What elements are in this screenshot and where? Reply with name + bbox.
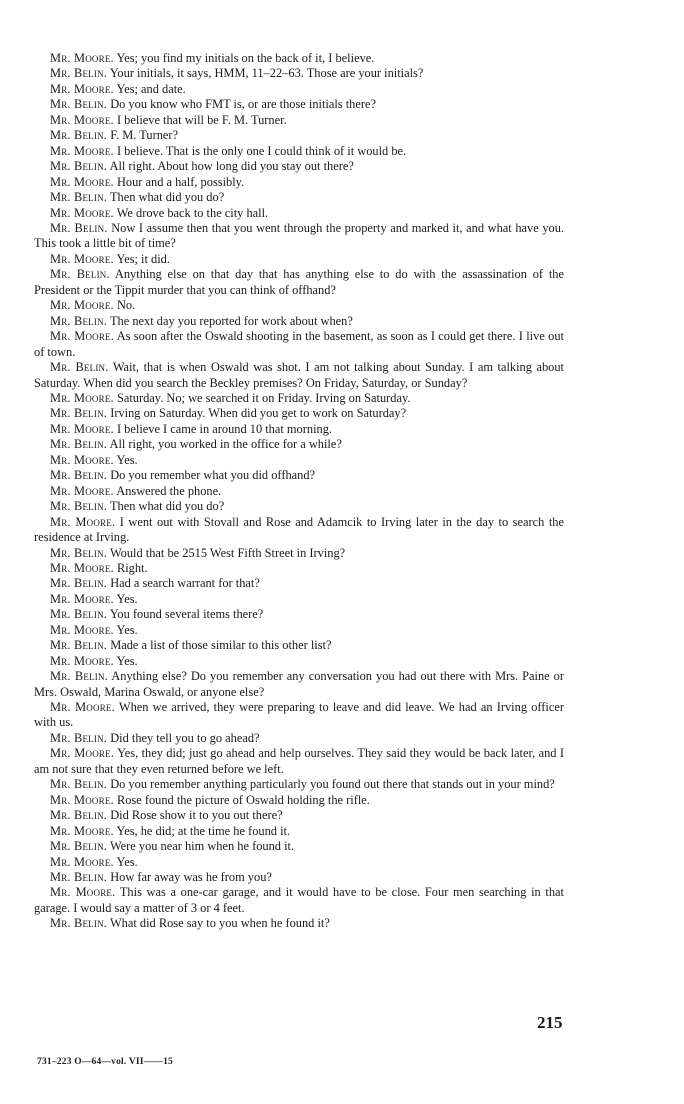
speech-text: Yes; it did. bbox=[116, 251, 170, 266]
speaker-name: Mr. Belin. bbox=[50, 267, 110, 282]
speech-text: Do you know who FMT is, or are those initials there? bbox=[110, 97, 376, 112]
speaker-name: Mr. Moore. bbox=[50, 329, 115, 344]
speaker-name: Mr. Moore. bbox=[50, 205, 114, 220]
speech-text: Anything else? Do you remember any conversation you had out there with Mrs. Paine or Mrs. Oswald, Marina Oswald, or anyone else? bbox=[34, 669, 564, 699]
testimony-exchange bbox=[34, 824, 564, 839]
speech-text: Irving on Saturday. When did you get to work on Saturday? bbox=[110, 406, 407, 421]
testimony-exchange bbox=[34, 422, 564, 437]
testimony-exchange bbox=[34, 669, 564, 700]
testimony-exchange bbox=[34, 808, 564, 823]
speech-text: You found several items there? bbox=[109, 607, 264, 622]
testimony-exchange bbox=[34, 221, 564, 252]
testimony-exchange bbox=[34, 638, 564, 653]
speech-text: Wait, that is when Oswald was shot. I am not talking about Sunday. I am talking about Saturday. When did you search the Beckley premises? On Friday, Saturday, or Sunday? bbox=[34, 360, 564, 390]
speech-text: Hour and a half, possibly. bbox=[116, 174, 245, 189]
testimony-exchange bbox=[34, 329, 564, 360]
speaker-name: Mr. Moore. bbox=[50, 51, 114, 65]
testimony-exchange bbox=[34, 499, 564, 514]
speaker-name: Mr. Moore. bbox=[50, 174, 114, 189]
testimony-exchange bbox=[34, 159, 564, 174]
speaker-name: Mr. Belin. bbox=[50, 360, 109, 375]
testimony-exchange bbox=[34, 484, 564, 499]
speech-text: Did they tell you to go ahead? bbox=[110, 730, 260, 745]
speech-text: Then what did you do? bbox=[109, 190, 225, 205]
speech-text: Did Rose show it to you out there? bbox=[110, 808, 283, 823]
speaker-name: Mr. Moore. bbox=[50, 792, 114, 807]
testimony-exchange bbox=[34, 51, 564, 66]
testimony-transcript bbox=[34, 51, 564, 932]
speaker-name: Mr. Belin. bbox=[50, 638, 108, 653]
speech-text: Yes; and date. bbox=[116, 81, 186, 96]
speaker-name: Mr. Moore. bbox=[50, 514, 116, 529]
testimony-exchange bbox=[34, 561, 564, 576]
footer-print-code: 731–223 O—64—vol. VII——15 bbox=[37, 1057, 173, 1067]
speech-text: Your initials, it says, HMM, 11–22–63. Those are your initials? bbox=[109, 66, 424, 81]
speaker-name: Mr. Belin. bbox=[50, 499, 108, 514]
page-number: 215 bbox=[537, 1013, 563, 1032]
speaker-name: Mr. Moore. bbox=[50, 700, 115, 715]
speech-text: Yes. bbox=[116, 854, 138, 869]
speaker-name: Mr. Belin. bbox=[50, 916, 108, 931]
speaker-name: Mr. Belin. bbox=[50, 468, 108, 483]
speaker-name: Mr. Belin. bbox=[50, 220, 108, 235]
testimony-exchange bbox=[34, 731, 564, 746]
testimony-exchange bbox=[34, 855, 564, 870]
speaker-name: Mr. Moore. bbox=[50, 112, 114, 127]
speech-text: Made a list of those similar to this other list? bbox=[110, 638, 332, 653]
speech-text: I believe that will be F. M. Turner. bbox=[116, 112, 287, 127]
speaker-name: Mr. Moore. bbox=[50, 298, 114, 313]
speaker-name: Mr. Moore. bbox=[50, 746, 115, 761]
speaker-name: Mr. Belin. bbox=[50, 66, 108, 81]
speaker-name: Mr. Belin. bbox=[50, 808, 108, 823]
testimony-exchange bbox=[34, 623, 564, 638]
speaker-name: Mr. Belin. bbox=[50, 870, 108, 885]
testimony-exchange bbox=[34, 360, 564, 391]
speaker-name: Mr. Belin. bbox=[50, 730, 108, 745]
testimony-exchange bbox=[34, 406, 564, 421]
testimony-exchange bbox=[34, 113, 564, 128]
speaker-name: Mr. Belin. bbox=[50, 190, 108, 205]
speech-text: Rose found the picture of Oswald holding the rifle. bbox=[116, 792, 370, 807]
speech-text: Were you near him when he found it. bbox=[109, 839, 295, 854]
testimony-exchange bbox=[34, 515, 564, 546]
speech-text: Yes. bbox=[116, 452, 138, 467]
speech-text: Yes; you find my initials on the back of it, I believe. bbox=[116, 51, 375, 65]
testimony-exchange bbox=[34, 453, 564, 468]
testimony-exchange bbox=[34, 128, 564, 143]
speech-text: Then what did you do? bbox=[109, 499, 225, 514]
speaker-name: Mr. Moore. bbox=[50, 251, 114, 266]
testimony-exchange bbox=[34, 267, 564, 298]
speaker-name: Mr. Belin. bbox=[50, 607, 108, 622]
testimony-exchange bbox=[34, 654, 564, 669]
speech-text: Yes. bbox=[116, 591, 138, 606]
testimony-exchange bbox=[34, 777, 564, 792]
testimony-exchange bbox=[34, 190, 564, 205]
speech-text: F. M. Turner? bbox=[110, 128, 179, 143]
speech-text: All right, you worked in the office for a while? bbox=[109, 437, 342, 452]
speaker-name: Mr. Moore. bbox=[50, 483, 114, 498]
testimony-exchange bbox=[34, 468, 564, 483]
speaker-name: Mr. Moore. bbox=[50, 854, 114, 869]
speech-text: All right. About how long did you stay out there? bbox=[109, 159, 354, 174]
speaker-name: Mr. Moore. bbox=[50, 143, 114, 158]
testimony-exchange bbox=[34, 592, 564, 607]
speaker-name: Mr. Moore. bbox=[50, 653, 114, 668]
speaker-name: Mr. Moore. bbox=[50, 823, 114, 838]
speech-text: What did Rose say to you when he found it? bbox=[109, 916, 330, 931]
speech-text: When we arrived, they were preparing to leave and did leave. We had an Irving officer with us. bbox=[34, 700, 564, 730]
speech-text: Yes. bbox=[116, 653, 138, 668]
speaker-name: Mr. Belin. bbox=[50, 406, 108, 421]
speech-text: Had a search warrant for that? bbox=[110, 576, 260, 591]
speaker-name: Mr. Belin. bbox=[50, 545, 108, 560]
testimony-exchange bbox=[34, 252, 564, 267]
speaker-name: Mr. Moore. bbox=[50, 390, 114, 405]
speech-text: As soon after the Oswald shooting in the basement, as soon as I could get there. I live out of town. bbox=[34, 329, 564, 359]
speech-text: Do you remember anything particularly you found out there that stands out in your mind? bbox=[110, 777, 555, 792]
speaker-name: Mr. Belin. bbox=[50, 839, 108, 854]
speaker-name: Mr. Moore. bbox=[50, 560, 114, 575]
speaker-name: Mr. Moore. bbox=[50, 421, 114, 436]
speech-text: Would that be 2515 West Fifth Street in Irving? bbox=[109, 545, 346, 560]
speaker-name: Mr. Belin. bbox=[50, 313, 108, 328]
testimony-exchange bbox=[34, 206, 564, 221]
testimony-exchange bbox=[34, 298, 564, 313]
speaker-name: Mr. Moore. bbox=[50, 452, 114, 467]
speech-text: The next day you reported for work about when? bbox=[109, 313, 353, 328]
speech-text: Yes, he did; at the time he found it. bbox=[116, 823, 291, 838]
testimony-exchange bbox=[34, 314, 564, 329]
speaker-name: Mr. Belin. bbox=[50, 777, 108, 792]
speech-text: I believe I came in around 10 that morning. bbox=[116, 421, 332, 436]
testimony-exchange bbox=[34, 391, 564, 406]
speech-text: I believe. That is the only one I could think of it would be. bbox=[116, 143, 407, 158]
speech-text: How far away was he from you? bbox=[110, 870, 272, 885]
testimony-exchange bbox=[34, 175, 564, 190]
speech-text: Now I assume then that you went through the property and marked it, and what have you. This took a little bit of time? bbox=[34, 220, 565, 251]
speech-text: I went out with Stovall and Rose and Adamcik to Irving later in the day to search the residence at Irving. bbox=[34, 514, 564, 545]
speaker-name: Mr. Belin. bbox=[50, 128, 108, 143]
testimony-exchange bbox=[34, 144, 564, 159]
speech-text: Right. bbox=[116, 560, 148, 575]
testimony-exchange bbox=[34, 746, 564, 777]
testimony-exchange bbox=[34, 885, 564, 916]
speech-text: No. bbox=[116, 298, 136, 313]
speaker-name: Mr. Moore. bbox=[50, 81, 114, 96]
speech-text: This was a one-car garage, and it would have to be close. Four men searching in that garage. I would say a matter of 3 or 4 feet. bbox=[34, 885, 564, 915]
speaker-name: Mr. Belin. bbox=[50, 159, 108, 174]
speaker-name: Mr. Moore. bbox=[50, 591, 114, 606]
speaker-name: Mr. Belin. bbox=[50, 576, 108, 591]
speaker-name: Mr. Moore. bbox=[50, 885, 116, 900]
speaker-name: Mr. Belin. bbox=[50, 437, 108, 452]
speech-text: Anything else on that day that has anything else to do with the assassination of the President or the Tippit murder that you can think of offhand? bbox=[34, 267, 564, 297]
testimony-exchange bbox=[34, 82, 564, 97]
testimony-exchange bbox=[34, 576, 564, 591]
testimony-exchange bbox=[34, 607, 564, 622]
speaker-name: Mr. Belin. bbox=[50, 97, 108, 112]
testimony-exchange bbox=[34, 700, 564, 731]
testimony-exchange bbox=[34, 546, 564, 561]
speech-text: Saturday. No; we searched it on Friday. Irving on Saturday. bbox=[116, 390, 411, 405]
testimony-exchange bbox=[34, 839, 564, 854]
speech-text: Yes, they did; just go ahead and help ourselves. They said they would be back later, and I am not sure that they even returned before we left. bbox=[34, 746, 564, 776]
testimony-exchange bbox=[34, 916, 564, 931]
speech-text: Yes. bbox=[116, 622, 138, 637]
testimony-exchange bbox=[34, 870, 564, 885]
speech-text: Answered the phone. bbox=[116, 483, 222, 498]
testimony-exchange bbox=[34, 793, 564, 808]
testimony-exchange bbox=[34, 437, 564, 452]
speech-text: We drove back to the city hall. bbox=[116, 205, 269, 220]
testimony-exchange bbox=[34, 97, 564, 112]
speech-text: Do you remember what you did offhand? bbox=[110, 468, 316, 483]
speaker-name: Mr. Moore. bbox=[50, 622, 114, 637]
testimony-exchange bbox=[34, 66, 564, 81]
speaker-name: Mr. Belin. bbox=[50, 669, 108, 684]
